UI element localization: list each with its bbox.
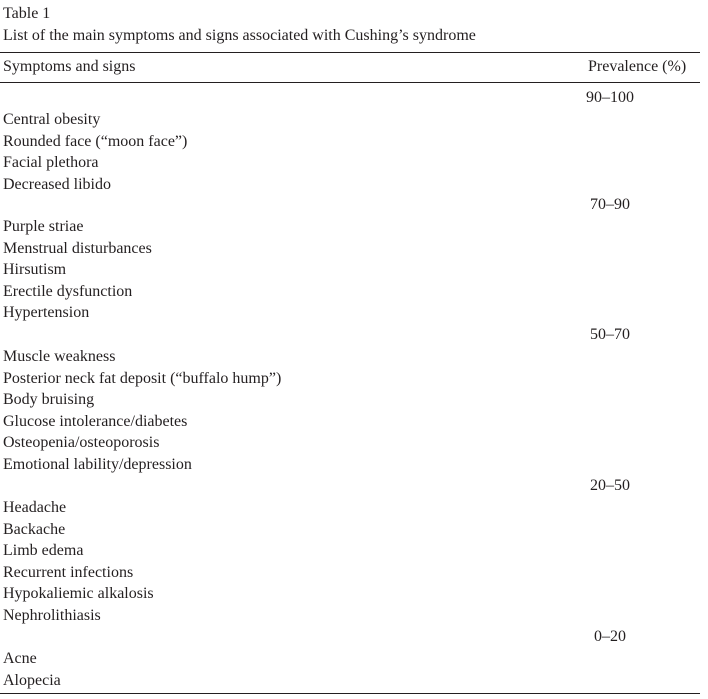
symptom-item: Muscle weakness	[3, 348, 116, 365]
symptom-item: Facial plethora	[3, 154, 99, 172]
symptom-list	[3, 109, 187, 195]
table-caption-label: Table 1	[3, 5, 51, 22]
column-header-symptoms: Symptoms and signs	[3, 58, 136, 75]
symptom-item: Recurrent infections	[3, 563, 134, 581]
symptom-item: Menstrual disturbances	[3, 239, 152, 257]
symptom-item: Erectile dysfunction	[3, 282, 133, 300]
symptom-list	[3, 648, 61, 691]
symptom-item: Osteopenia/osteoporosis	[3, 434, 160, 452]
symptom-item: Backache	[3, 520, 66, 538]
symptom-list	[3, 497, 154, 627]
symptom-item: Emotional lability/depression	[3, 455, 192, 473]
prevalence-range: 50–70	[590, 326, 630, 343]
symptom-item: Headache	[3, 499, 67, 516]
symptom-item: Limb edema	[3, 542, 84, 560]
header-rule	[0, 82, 700, 83]
symptom-item: Rounded face (“moon face”)	[3, 132, 188, 150]
prevalence-range: 0–20	[594, 628, 626, 645]
symptom-item: Nephrolithiasis	[3, 606, 101, 624]
symptom-list	[3, 216, 152, 324]
prevalence-range: 90–100	[586, 89, 634, 106]
symptom-item: Acne	[3, 650, 37, 667]
symptom-list	[3, 346, 281, 476]
symptom-item: Posterior neck fat deposit (“buffalo hump”)	[3, 369, 282, 387]
table-caption-title: List of the main symptoms and signs associated with Cushing’s syndrome	[3, 27, 476, 44]
prevalence-range: 20–50	[590, 477, 630, 494]
symptom-item: Body bruising	[3, 391, 95, 409]
symptom-item: Alopecia	[3, 671, 61, 689]
symptom-item: Central obesity	[3, 111, 101, 128]
symptom-item: Glucose intolerance/diabetes	[3, 412, 188, 430]
bottom-rule	[0, 693, 700, 694]
symptom-item: Hirsutism	[3, 261, 67, 279]
symptom-item: Decreased libido	[3, 175, 111, 193]
column-header-prevalence: Prevalence (%)	[588, 58, 687, 75]
symptom-item: Hypertension	[3, 304, 90, 322]
prevalence-range: 70–90	[590, 196, 630, 213]
top-rule	[0, 52, 700, 53]
symptom-item: Hypokaliemic alkalosis	[3, 585, 154, 603]
symptom-item: Purple striae	[3, 218, 84, 235]
